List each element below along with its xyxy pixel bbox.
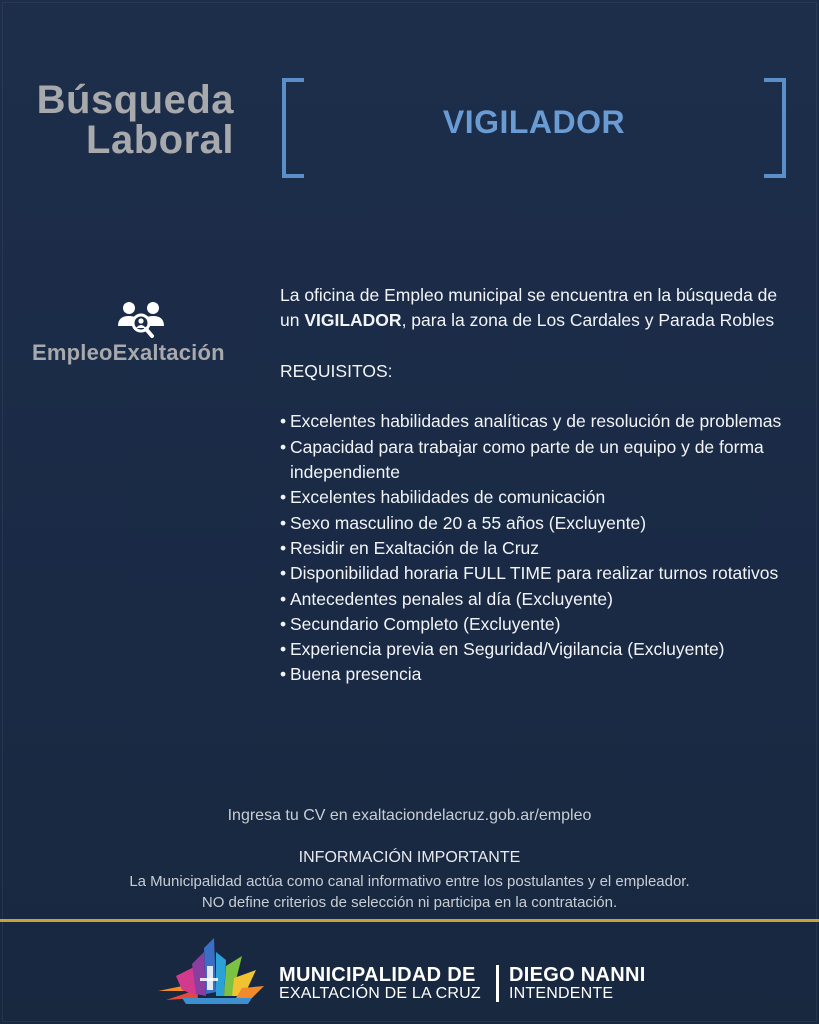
mayor-name (509, 965, 646, 1003)
job-description (280, 283, 790, 688)
requirements-heading: REQUISITOS: (280, 360, 393, 381)
title-line-1: Búsqueda (36, 78, 234, 122)
municipality-line-2: EXALTACIÓN DE LA CRUZ (279, 985, 481, 1002)
municipality-logo-icon (152, 938, 270, 1006)
list-item: • Sexo masculino de 20 a 55 años (Excluyente) (280, 511, 790, 536)
section-title (37, 80, 234, 160)
info-line-2: NO define criterios de selección ni participa en la contratación. (201, 894, 618, 911)
list-item: • Antecedentes penales al día (Excluyente) (280, 587, 790, 612)
list-item: • Disponibilidad horaria FULL TIME para realizar turnos rotativos (280, 561, 790, 586)
requirements-list (280, 409, 790, 687)
municipality-name (279, 965, 481, 1003)
job-title: VIGILADOR (442, 104, 626, 140)
info-title: INFORMACIÓN IMPORTANTE (298, 849, 521, 866)
list-item: • Buena presencia (280, 662, 790, 687)
mayor-line-2: INTENDENTE (509, 985, 614, 1002)
intro-job-bold: VIGILADOR (304, 310, 402, 331)
cv-instructions: Ingresa tu CV en exaltaciondelacruz.gob.ar/empleo (227, 807, 592, 824)
info-line-1: La Municipalidad actúa como canal informativo entre los postulantes y el empleador. (129, 873, 690, 890)
title-line-2: Laboral (86, 118, 234, 162)
list-item: • Excelentes habilidades de comunicación (280, 485, 790, 510)
list-item: • Capacidad para trabajar como parte de un equipo y de forma independiente (280, 435, 790, 486)
people-search-icon (116, 300, 166, 338)
list-item: • Excelentes habilidades analíticas y de resolución de problemas (280, 409, 790, 434)
logo-word-exaltacion: Exaltación (112, 340, 225, 365)
empleo-exaltacion-logo (32, 300, 252, 366)
list-item: • Residir en Exaltación de la Cruz (280, 536, 790, 561)
mayor-line-1: DIEGO NANNI (509, 964, 646, 986)
right-bracket (764, 78, 786, 178)
gold-divider (0, 919, 819, 922)
intro-paragraph: La oficina de Empleo municipal se encuentra en la búsqueda de un VIGILADOR, para la zona de Los Cardales y Parada Robles (280, 285, 778, 331)
left-bracket (282, 78, 304, 178)
logo-wordmark (32, 340, 252, 366)
logo-word-empleo: Empleo (32, 340, 113, 365)
list-item: • Secundario Completo (Excluyente) (280, 612, 790, 637)
municipality-line-1: MUNICIPALIDAD DE (279, 964, 476, 986)
footer-separator (496, 965, 499, 1002)
list-item: • Experiencia previa en Seguridad/Vigilancia (Excluyente) (280, 637, 790, 662)
